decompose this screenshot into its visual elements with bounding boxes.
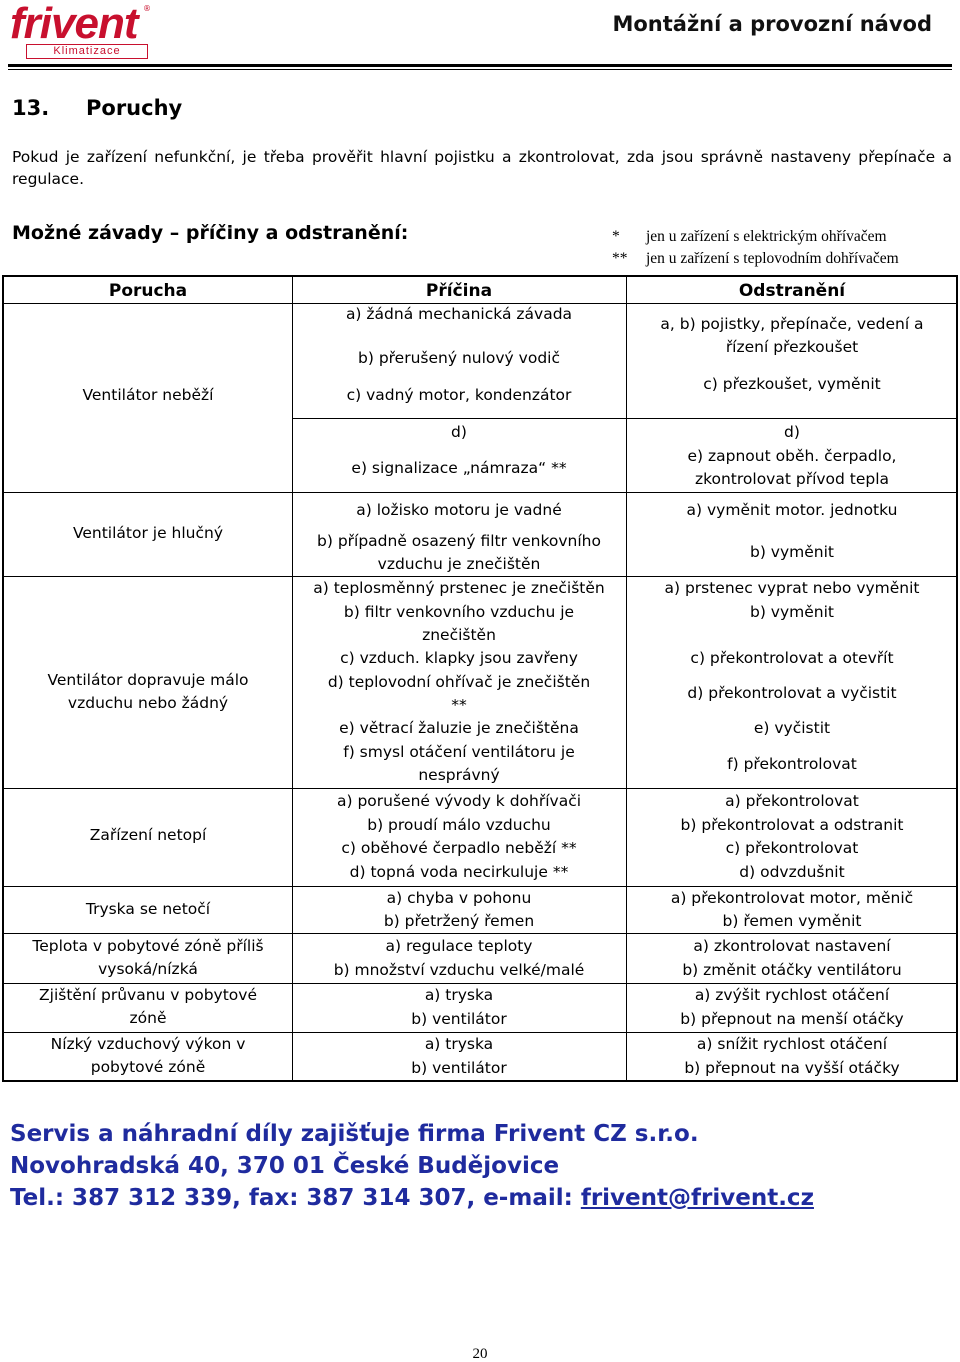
address-line: Novohradská 40, 370 01 České Budějovice [10,1153,560,1179]
cause-cell: a) žádná mechanická závada [345,305,573,323]
remedy-cell: b) vyměnit [749,603,834,621]
remedy-cell: b) přepnout na vyšší otáčky [684,1059,900,1077]
footnote-text: jen u zařízení s teplovodním dohřívačem [646,250,899,267]
remedy-cell: d) [784,423,800,441]
contact-line [10,1182,814,1214]
fault-cell: Zařízení netopí [89,826,207,844]
footnote-mark: * [612,228,620,245]
logo-wordmark: frivent [10,0,138,48]
cause-cell: c) vadný motor, kondenzátor [346,386,572,404]
remedy-cell: a) zvýšit rychlost otáčení [694,986,890,1004]
cause-cell: b) filtr venkovního vzduchu je znečištěn [343,603,575,644]
cause-cell: a) chyba v pohonu [386,889,532,907]
fault-cell: Zjištění průvanu v pobytové zóně [39,986,257,1027]
intro-paragraph: Pokud je zařízení nefunkční, je třeba prověřit hlavní pojistku a zkontrolovat, zda jsou správně nastaveny přepínače a regulace. [12,148,952,188]
cause-cell: a) teplosměnný prstenec je znečištěn [313,579,605,597]
column-header-fault: Porucha [108,281,188,301]
cause-cell: b) případně osazený filtr venkovního vzduchu je znečištěn [317,532,601,573]
section-heading [12,96,182,120]
row-divider [4,492,956,493]
remedy-cell: c) překontrolovat a otevřít [690,649,894,667]
fault-cell: Ventilátor je hlučný [72,524,224,542]
section-number: 13. [12,96,50,120]
row-divider [4,788,956,789]
troubleshooting-table [2,275,958,1082]
document-title: Montážní a provozní návod [612,12,932,36]
phone-fax-text: Tel.: 387 312 339, fax: 387 314 307, e-mail: [10,1185,581,1211]
cause-cell: b) ventilátor [411,1010,507,1028]
remedy-cell: b) řemen vyměnit [722,912,862,930]
section-title: Poruchy [86,96,183,120]
remedy-cell: e) zapnout oběh. čerpadlo, zkontrolovat přívod tepla [687,447,897,488]
remedy-cell: a) prstenec vyprat nebo vyměnit [664,579,920,597]
remedy-cell: a) snížit rychlost otáčení [696,1035,888,1053]
cause-cell: a) tryska [424,1035,494,1053]
remedy-cell: a) překontrolovat motor, měnič [670,889,914,907]
remedy-cell: c) přezkoušet, vyměnit [703,375,881,393]
remedy-cell: a, b) pojistky, přepínače, vedení a řízení přezkoušet [660,315,924,356]
remedy-cell: b) změnit otáčky ventilátoru [682,961,902,979]
fault-cell: Teplota v pobytové zóně příliš vysoká/nízká [32,937,264,978]
column-header-cause: Příčina [425,281,493,301]
fault-cell: Tryska se netočí [85,900,211,918]
faults-subheading: Možné závady – příčiny a odstranění: [12,222,409,244]
cause-cell: b) přetržený řemen [383,912,535,930]
cause-cell: b) ventilátor [411,1059,507,1077]
fault-cell: Ventilátor dopravuje málo vzduchu nebo žádný [47,671,249,712]
remedy-cell: b) vyměnit [749,543,834,561]
cause-cell: a) tryska [424,986,494,1004]
cause-cell: d) teplovodní ohřívač je znečištěn ** [327,673,591,714]
cause-cell: c) vzduch. klapky jsou zavřeny [340,649,578,667]
cause-cell: e) signalizace „námraza“ ** [351,459,567,477]
email-link[interactable]: frivent@frivent.cz [580,1185,814,1211]
remedy-cell: a) vyměnit motor. jednotku [686,501,898,519]
cause-cell: f) smysl otáčení ventilátoru je nesprávný [343,743,575,784]
remedy-cell: d) odvzdušnit [739,863,845,881]
service-line: Servis a náhradní díly zajišťuje firma Frivent CZ s.r.o. [10,1121,699,1147]
remedy-cell: a) překontrolovat [725,792,859,810]
cause-cell: c) oběhové čerpadlo neběží ** [341,839,577,857]
footnote-mark: ** [612,250,628,267]
cause-cell: a) ložisko motoru je vadné [356,501,562,519]
footnote-text: jen u zařízení s elektrickým ohřívačem [646,228,887,245]
footnote-electric [612,226,899,248]
footnotes-legend [612,226,899,270]
cause-cell: a) regulace teploty [385,937,533,955]
fault-cell: Nízký vzduchový výkon v pobytové zóně [50,1035,246,1076]
remedy-cell: f) překontrolovat [727,755,857,773]
logo-registered-mark: ® [143,4,151,13]
column-header-remedy: Odstranění [738,281,846,301]
header-divider-thin [8,69,952,70]
fault-cell: Ventilátor neběží [82,386,214,404]
service-contact [10,1118,814,1214]
remedy-cell: b) překontrolovat a odstranit [680,816,904,834]
cause-cell: b) množství vzduchu velké/malé [333,961,585,979]
page-number: 20 [472,1346,488,1362]
remedy-cell: c) překontrolovat [725,839,859,857]
cause-cell: e) větrací žaluzie je znečištěna [339,719,579,737]
header-divider [8,64,952,67]
row-divider [292,418,956,419]
cause-cell: b) přerušený nulový vodič [358,349,560,367]
remedy-cell: a) zkontrolovat nastavení [693,937,891,955]
company-logo [10,2,150,60]
footnote-water [612,248,899,270]
cause-cell: b) proudí málo vzduchu [367,816,551,834]
cause-cell: d) topná voda necirkuluje ** [349,863,569,881]
remedy-cell: d) překontrolovat a vyčistit [687,684,897,702]
cause-cell: a) porušené vývody k dohřívači [336,792,582,810]
remedy-cell: b) přepnout na menší otáčky [680,1010,904,1028]
remedy-cell: e) vyčistit [753,719,831,737]
row-divider [4,933,956,934]
cause-cell: d) [451,423,467,441]
logo-subtitle: Klimatizace [26,44,148,59]
